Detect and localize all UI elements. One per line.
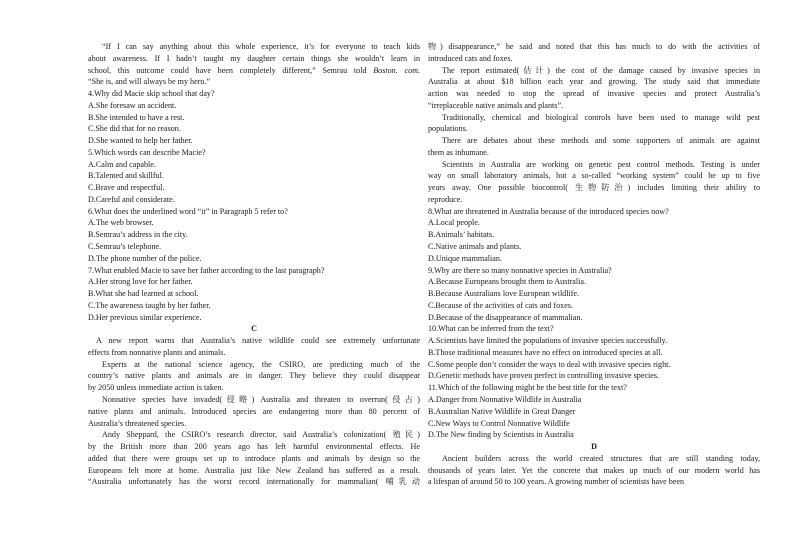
text-line: A.Her strong love for her father. <box>88 277 193 287</box>
text-line: C.Native animals and plants. <box>428 242 522 252</box>
text-line: by 2050 unless immediate action is taken. <box>88 383 224 393</box>
text-line: 11.Which of the following might be the best title for the text? <box>428 383 627 393</box>
text-line: 4.Why did Macie skip school that day? <box>88 89 215 99</box>
text-line: Europeans felt more at home. Australia just like New Zealand has suffered as a result. <box>88 465 420 475</box>
text-line: C.New Ways to Control Nonnative Wildlife <box>428 418 570 428</box>
text-line: A new report warns that Australia’s native wildlife could see extremely unfortunate <box>96 336 420 346</box>
text-line: A.The web browser. <box>88 218 154 228</box>
text-line: Scientists in Australia are working on genetic pest control methods. Testing is under <box>442 159 760 169</box>
text-line: B.What she had learned at school. <box>88 289 199 299</box>
text-line: “Australia unfortunately has the worst record internationally for mammalian( 哺乳动 <box>88 477 420 487</box>
text-line: C.Semrau’s telephone. <box>88 242 162 252</box>
text-line: C.She did that for no reason. <box>88 124 181 134</box>
text-line: D.The phone number of the police. <box>88 253 202 263</box>
text-line: country’s native plants and animals are in danger. They believe they could disappear <box>88 371 420 381</box>
text-line: D.She wanted to help her father. <box>88 136 193 146</box>
text-line: C.Some people don’t consider the ways to deal with invasive species right. <box>428 359 671 369</box>
text-line: “irreplaceable native animals and plants”. <box>428 100 564 110</box>
text-line: about awareness. If I hadn’t taught my daughter certain things she wouldn’t learn in <box>88 53 420 63</box>
text-line: by the British more than 200 years ago has left harmful environmental effects. He <box>88 442 420 452</box>
text-line: native plants and animals. Introduced species are endangering more than 80 percent of <box>88 406 420 416</box>
text-line: 6.What does the underlined word “it” in Paragraph 5 refer to? <box>88 206 288 216</box>
text-line: A.Local people. <box>428 218 480 228</box>
text-line: The report estimated(估计) the cost of the damage caused by invasive species in <box>442 65 760 75</box>
text-line: reproduce. <box>428 194 463 204</box>
text-line: Andy Sheppard, the CSIRO’s research director, said Australia’s colonization( 殖民) <box>102 430 420 440</box>
text-line: C.Brave and respectful. <box>88 183 165 193</box>
text-line: Traditionally, chemical and biological controls have been used to manage wild pest <box>442 112 760 122</box>
text-line: a lifespan of around 50 to 100 years. A growing number of scientists have been <box>428 477 685 487</box>
text-line: populations. <box>428 124 468 134</box>
text-line: B.Australian Native Wildlife in Great Danger <box>428 406 576 416</box>
text-line: Experts at the national science agency, the CSIRO, are predicting much of the <box>102 359 420 369</box>
text-line: way on small laboratory animals, but a so-called “working system” could be up to five <box>428 171 760 181</box>
text-line: D.Unique mammalian. <box>428 253 502 263</box>
text-line: There are debates about these methods and some supporters of animals are against <box>442 136 760 146</box>
text-line: “If I can say anything about this whole experience, it’s for everyone to teach kids <box>102 42 420 51</box>
text-line: D.Her previous similar experience. <box>88 312 202 322</box>
text-line: Ancient builders across the world created structures that are still standing today, <box>442 453 760 463</box>
text-line: A.She foresaw an accident. <box>88 100 177 110</box>
text-line: A.Calm and capable. <box>88 159 156 169</box>
text-line: B.Animals’ habitats. <box>428 230 495 240</box>
text-line: 9.Why are there so many nonnative species in Australia? <box>428 265 612 275</box>
text-line: 7.What enabled Macie to save her father according to the last paragraph? <box>88 265 325 275</box>
text-line: B.Semrau’s address in the city. <box>88 230 188 240</box>
source-name: Boston. com. <box>373 65 420 75</box>
text-line: B.She intended to have a rest. <box>88 112 185 122</box>
text-line: Australia at about $18 billion each year and growing. The study said that immediate <box>428 77 760 87</box>
text-line: D.The New finding by Scientists in Australia <box>428 430 574 440</box>
section-heading: D <box>591 442 597 452</box>
text-line: Nonnative species have invaded(侵略) Australia and threaten to overrun(侵占) <box>102 394 420 404</box>
text-line: A.Danger from Nonnative Wildlife in Australia <box>428 394 582 404</box>
text-line: A.Scientists have limited the populations of invasive species successfully. <box>428 336 668 346</box>
left-column <box>88 41 420 488</box>
text-line: 8.What are threatened in Australia because of the introduced species now? <box>428 206 669 216</box>
text-line: 10.What can be inferred from the text? <box>428 324 554 334</box>
text-line: action was needed to stop the spread of invasive species and protect Australia’s <box>428 89 760 99</box>
text-line: 5.Which words can describe Macie? <box>88 147 206 157</box>
text-line: C.The awareness taught by her father. <box>88 300 211 310</box>
text-line: D.Careful and considerate. <box>88 194 175 204</box>
section-heading: C <box>251 324 257 334</box>
text-line: school, this outcome could have been completely different,” Semrau told Boston. com. <box>88 65 420 75</box>
text-line: D.Because of the disappearance of mammalian. <box>428 312 583 322</box>
text-line: Australia’s threatened species. <box>88 418 187 428</box>
text-line: B.Those traditional measures have no effect on introduced species at all. <box>428 347 663 357</box>
text-line: C.Because of the activities of cats and foxes. <box>428 300 573 310</box>
text-line: A.Because Europeans brought them to Australia. <box>428 277 587 287</box>
text-line: thousands of years later. Yet the concrete that makes up much of our modern world has <box>428 465 760 475</box>
text-line: “She is, and will always be my hero.” <box>88 77 211 87</box>
text-line: them as inhumane. <box>428 147 489 157</box>
text-line: D.Genetic methods have proven perfect in controlling invasive species. <box>428 371 660 381</box>
right-column <box>428 41 760 488</box>
text-line: B.Talented and skillful. <box>88 171 164 181</box>
text-line: B.Because Australians love European wildlife. <box>428 289 580 299</box>
text-line: 物) disappearance,” he said and noted that this has much to do with the activities of <box>428 42 760 51</box>
text-line: added that there were groups set up to introduce plants and animals by design so the <box>88 453 420 463</box>
text-line: effects from nonnative plants and animals. <box>88 347 226 357</box>
text-line: years away. One possible biocontrol( 生物防治) includes limiting their ability to <box>428 183 760 193</box>
text-line: introduced cats and foxes. <box>428 53 513 63</box>
